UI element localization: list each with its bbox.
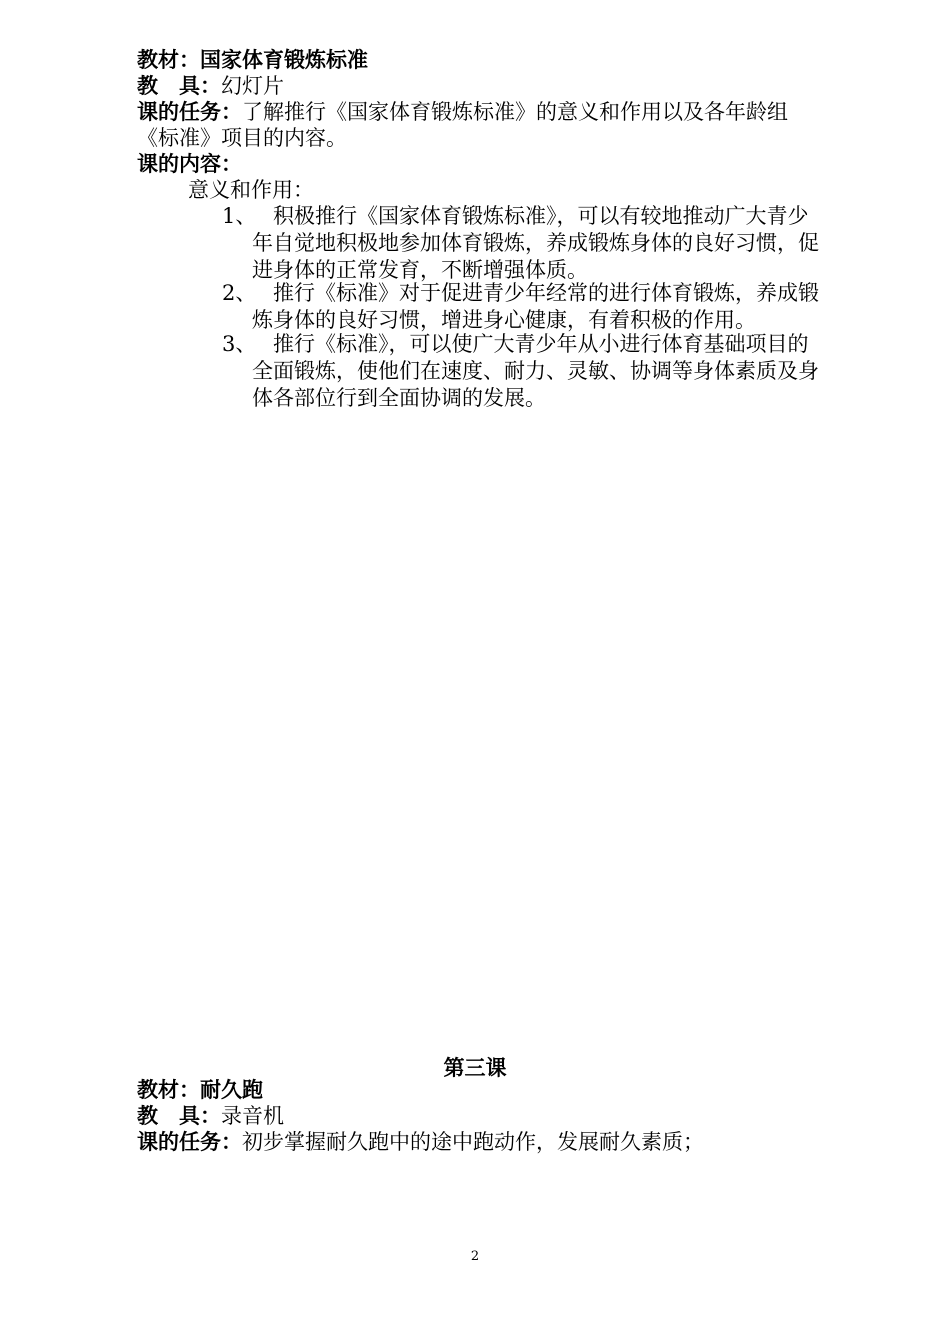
list-item <box>222 280 822 334</box>
lesson-title: 第三课 <box>443 1056 507 1080</box>
tool-label-2: 教 具： <box>137 1104 221 1128</box>
material-label-2: 教材： <box>137 1078 200 1102</box>
list-item-number: 3、 <box>222 332 257 356</box>
tool-value-2: 录音机 <box>221 1104 284 1128</box>
list-item-number: 1、 <box>222 204 257 228</box>
task-value-2: 初步掌握耐久跑中的途中跑动作，发展耐久素质； <box>242 1130 704 1154</box>
material-label: 教材： <box>137 48 200 72</box>
subhead: 意义和作用： <box>188 178 314 202</box>
list-item-text: 推行《标准》，可以使广大青少年从小进行体育基础项目的全面锻炼，使他们在速度、耐力、灵敏、协调等身体素质及身体各部位行到全面协调的发展。 <box>252 332 819 410</box>
material-value-2: 耐久跑 <box>200 1078 263 1102</box>
task-label-2: 课的任务： <box>137 1130 242 1154</box>
content-line <box>137 151 242 177</box>
content-label: 课的内容： <box>137 152 242 176</box>
material-line-2 <box>137 1077 263 1103</box>
material-value: 国家体育锻炼标准 <box>200 48 368 72</box>
tool-value: 幻灯片 <box>221 74 284 98</box>
list-item <box>222 331 822 412</box>
task-line-2 <box>137 1129 704 1155</box>
tool-label: 教 具： <box>137 74 221 98</box>
task-label: 课的任务： <box>137 100 242 124</box>
list-item-text: 积极推行《国家体育锻炼标准》，可以有较地推动广大青少年自觉地积极地参加体育锻炼，养成锻炼身体的良好习惯，促进身体的正常发育，不断增强体质。 <box>252 204 819 282</box>
list-item <box>222 203 822 284</box>
material-line <box>137 47 368 73</box>
page-number: 2 <box>470 1249 480 1264</box>
task-value: 了解推行《国家体育锻炼标准》的意义和作用以及各年龄组《标准》项目的内容。 <box>137 100 788 150</box>
task-paragraph <box>137 99 817 151</box>
tool-line-2 <box>137 1103 284 1129</box>
list-item-number: 2、 <box>222 281 257 305</box>
list-item-text: 推行《标准》对于促进青少年经常的进行体育锻炼，养成锻炼身体的良好习惯，增进身心健康，有着积极的作用。 <box>252 281 819 332</box>
tool-line <box>137 73 284 99</box>
